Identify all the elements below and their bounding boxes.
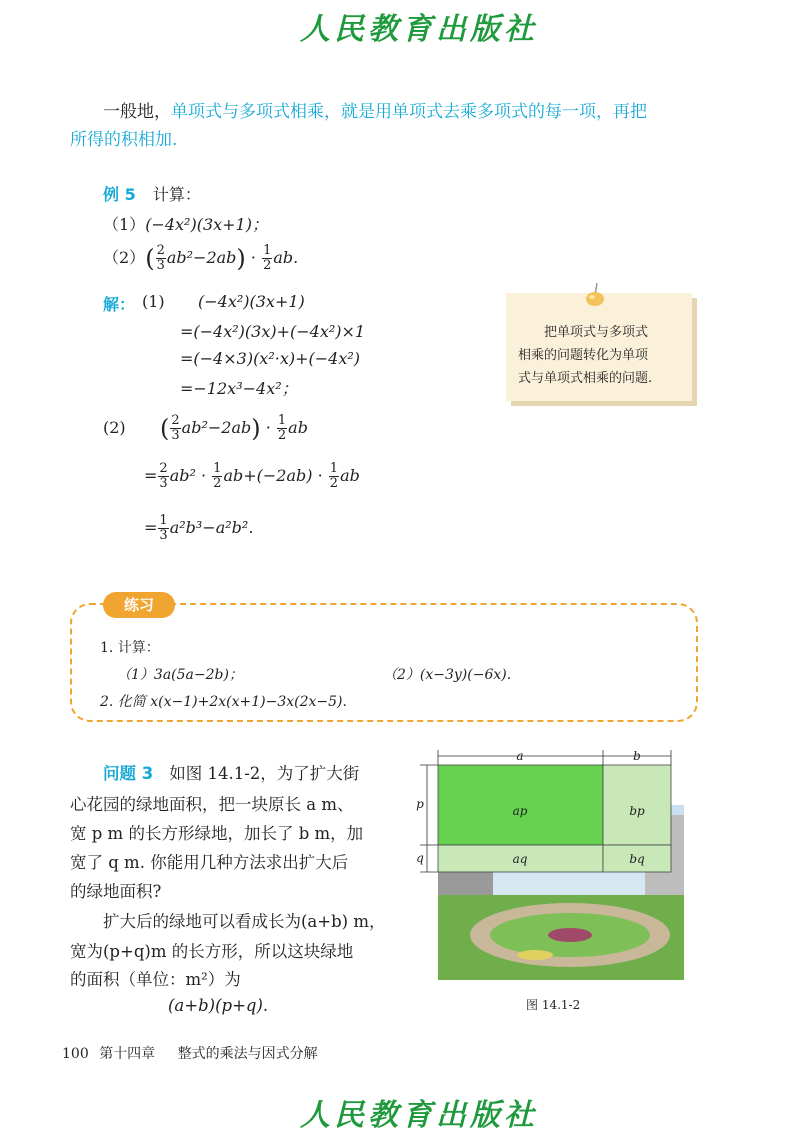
publisher-logo-top: 人民教育出版社 bbox=[300, 12, 538, 47]
practice-q1a: （1）3a(5a−2b)； bbox=[117, 667, 243, 683]
chapter-title: 整式的乘法与因式分解 bbox=[177, 1046, 318, 1062]
problem-line1: 问题 3 如图 14.1-2，为了扩大街 bbox=[103, 764, 360, 783]
label-p: p bbox=[416, 797, 424, 811]
practice-tag: 练习 bbox=[103, 592, 175, 618]
cell-label-aq: aq bbox=[512, 852, 528, 866]
rule-text-line2: 所得的积相加. bbox=[70, 130, 178, 150]
practice-q1: 1. 计算： bbox=[100, 640, 160, 656]
solution1-number: (1) bbox=[142, 292, 165, 311]
page-footer bbox=[62, 1043, 318, 1063]
figure-caption: 图 14.1-2 bbox=[526, 998, 581, 1012]
photo-flowerbed bbox=[548, 928, 592, 942]
side-note-text: 把单项式与多项式 相乘的问题转化为单项 式与单项式相乘的问题. bbox=[518, 325, 653, 386]
problem-line7: 宽为(p+q)m 的长方形，所以这块绿地 bbox=[70, 942, 354, 961]
problem-line2: 心花园的绿地面积，把一块原长 a m、 bbox=[70, 795, 354, 814]
solution2-number: (2) bbox=[103, 418, 126, 437]
solution2-line2: = $\frac{2}{3}$ ab² · $\frac{1}{2}$ ab+(−2ab) · $\frac{1}{2}$ ab bbox=[144, 461, 360, 491]
example-heading bbox=[103, 182, 201, 205]
fraction-one-half: $\frac{1}{2}$ bbox=[263, 243, 272, 273]
rule-text-line1: 单项式与多项式相乘，就是用单项式去乘多项式的每一项，再把 bbox=[171, 102, 647, 122]
problem-line8: 的面积（单位：m²）为 bbox=[70, 970, 241, 989]
problem-label: 问题 3 bbox=[103, 764, 154, 783]
chapter-label: 第十四章 bbox=[99, 1046, 156, 1062]
practice-q2: 2. 化简 x(x−1)+2x(x+1)−3x(2x−5). bbox=[100, 694, 347, 710]
label-q: q bbox=[416, 851, 424, 865]
cell-label-ap: ap bbox=[512, 804, 528, 818]
problem-formula: (a+b)(p+q). bbox=[168, 996, 269, 1015]
problem-line5: 的绿地面积? bbox=[70, 882, 162, 901]
problem-line4: 宽了 q m. 你能用几种方法求出扩大后 bbox=[70, 853, 349, 872]
intro-line1 bbox=[103, 97, 647, 122]
part1-expression: (−4x²)(3x+1)； bbox=[145, 215, 268, 234]
problem-line3: 宽 p m 的长方形绿地，加长了 b m，加 bbox=[70, 824, 364, 843]
label-a: a bbox=[516, 749, 524, 763]
side-note-box bbox=[506, 293, 692, 401]
solution2-line3: = $\frac{1}{3}$ a²b³−a²b². bbox=[144, 513, 254, 543]
label-b: b bbox=[633, 749, 641, 763]
example-label: 例 5 bbox=[103, 185, 136, 204]
page-number: 100 bbox=[62, 1046, 89, 1062]
example-part2: （2）( $\frac{2}{3}$ ab²−2ab) · $\frac{1}{2}$ ab. bbox=[103, 243, 299, 273]
solution1-line4: =−12x³−4x²； bbox=[180, 379, 298, 398]
solution1-line2: =(−4x²)(3x)+(−4x²)×1 bbox=[180, 322, 366, 341]
figure-garden bbox=[405, 745, 695, 990]
part2-tail: ab. bbox=[273, 248, 299, 267]
pin-icon bbox=[580, 281, 610, 311]
photo-flowerbed-2 bbox=[517, 950, 553, 960]
solution-label: 解： bbox=[103, 295, 136, 314]
publisher-logo-bottom: 人民教育出版社 bbox=[300, 1098, 538, 1133]
solution2-line1: ( $\frac{2}{3}$ ab²−2ab) · $\frac{1}{2}$ ab bbox=[160, 413, 308, 443]
cell-label-bq: bq bbox=[629, 852, 645, 866]
solution1-line3: =(−4×3)(x²·x)+(−4x²) bbox=[180, 349, 361, 368]
practice-q1b: （2）(x−3y)(−6x). bbox=[383, 667, 512, 683]
example-title: 计算： bbox=[152, 185, 201, 204]
cell-label-bp: bp bbox=[629, 804, 645, 818]
part1-number: （1） bbox=[103, 215, 146, 234]
part2-inner: ab²−2ab bbox=[166, 248, 237, 267]
problem-line6: 扩大后的绿地可以看成长为(a+b) m， bbox=[103, 912, 386, 931]
fraction-two-thirds: $\frac{2}{3}$ bbox=[156, 243, 165, 273]
solution1-line1: (−4x²)(3x+1) bbox=[198, 292, 305, 311]
part2-number: （2） bbox=[103, 248, 146, 267]
intro-prefix: 一般地， bbox=[103, 102, 171, 122]
example-part1 bbox=[103, 212, 268, 235]
